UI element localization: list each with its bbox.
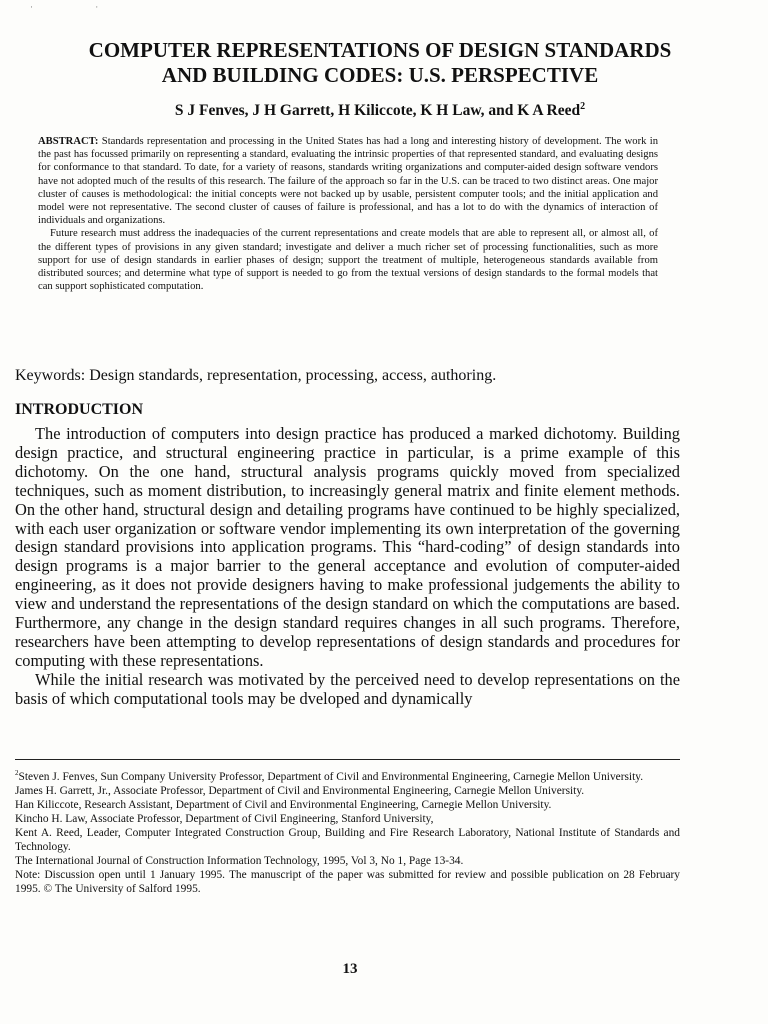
author-names: S J Fenves, J H Garrett, H Kiliccote, K H Law, and K A Reed: [174, 102, 581, 120]
footnote: James H. Garrett, Jr., Associate Professor, Department of Civil and Environmental Engineering, Carnegie Mellon University.: [15, 784, 585, 797]
footnote: Kincho H. Law, Associate Professor, Department of Civil Engineering, Stanford University,: [15, 812, 434, 825]
author-list: [30, 97, 730, 121]
section-heading-introduction: INTRODUCTION: [15, 401, 144, 418]
paper-title: [30, 38, 730, 88]
introduction-paragraph-2: While the initial research was motivated by the perceived need to develop representations on the basis of which computational tools may be dveloped and dynamically: [15, 669, 680, 708]
footnote: [15, 766, 680, 784]
abstract: [38, 135, 658, 293]
page-number: 13: [342, 961, 358, 977]
footnote: Note: Discussion open until 1 January 1995. The manuscript of the paper was submitted for review and possible publication on 28 February 1995. © The University of Salford 1995.: [15, 868, 680, 895]
footnote: The International Journal of Construction Information Technology, 1995, Vol 3, No 1, Page 13-34.: [15, 854, 464, 867]
scan-specks: · ·: [30, 2, 129, 12]
footnotes: [15, 766, 680, 896]
abstract-paragraph-1: [38, 135, 658, 227]
footnote: Han Kiliccote, Research Assistant, Department of Civil and Environmental Engineering, Carnegie Mellon University.: [15, 798, 552, 811]
title-line-1: COMPUTER REPRESENTATIONS OF DESIGN STANDARDS: [88, 38, 672, 62]
introduction-paragraph-1: The introduction of computers into design practice has produced a marked dichotomy. Building design practice, and structural engineering practice in particular, is a prime example of this dichotomy. On the one hand, structural analysis programs quickly moved from specialized techniques, such as moment distribution, to increasingly general matrix and finite element methods. On the other hand, structural design and detailing programs have continued to be highly specialized, with each user organization or software vendor implementing its own interpretation of the governing design standard provisions into application programs. This “hard-coding” of design standards into design programs is a major barrier to the general acceptance and evolution of computer-aided engineering, as it does not provide designers having to make professional judgements the ability to view and understand the representations of the design standard on which the computations are based. Furthermore, any change in the design standard requires changes in all such programs. Therefore, researchers have been attempting to develop representations of design standards and procedures for computing with these representations.: [15, 424, 680, 670]
title-line-2: AND BUILDING CODES: U.S. PERSPECTIVE: [161, 63, 599, 87]
author-footnote-mark: 2: [580, 101, 586, 112]
footnote: Kent A. Reed, Leader, Computer Integrated Construction Group, Building and Fire Research Laboratory, National Institute of Standards and Technology.: [15, 826, 680, 853]
abstract-paragraph-2: Future research must address the inadequacies of the current representations and create models that are able to represent all, or almost all, of the different types of provisions in any given standard; investigate and deliver a much richer set of processing functionalities, such as more support for use of design standards in earlier phases of design; support the treatment of multiple, heterogeneous standards available from distributed sources; and determine what type of support is needed to go from the textual versions of design standards to the formal models that can support sophisticated computation.: [38, 228, 658, 293]
abstract-label: ABSTRACT:: [38, 136, 99, 147]
footnote-divider: [15, 759, 680, 760]
footnote-text: Steven J. Fenves, Sun Company University Professor, Department of Civil and Environmental Engineering, Carnegie Mellon University.: [18, 770, 644, 783]
keywords: Keywords: Design standards, representation, processing, access, authoring.: [15, 367, 497, 384]
abstract-text-1: Standards representation and processing in the United States has had a long and interesting history of development. The work in the past has focussed primarily on representing a standard, evaluating the intrinsic properties of that represented standard, and evaluating designs for conformance to that standard. To date, for a variety of reasons, standards writing organizations and computer-aided design software vendors have not adopted much of the results of this research. The failure of the approach so far in the U.S. can be traced to two distinct areas. One major cluster of causes is methodological: the initial concepts were not backed up by usable, persistent computer tools; and the initial application and model were not representative. The second cluster of causes of failure is professional, and has a lot to do with the dynamics of interaction of individuals and organizations.: [38, 136, 659, 227]
introduction-body: [15, 425, 680, 709]
footnote-mark: 2: [15, 769, 19, 777]
